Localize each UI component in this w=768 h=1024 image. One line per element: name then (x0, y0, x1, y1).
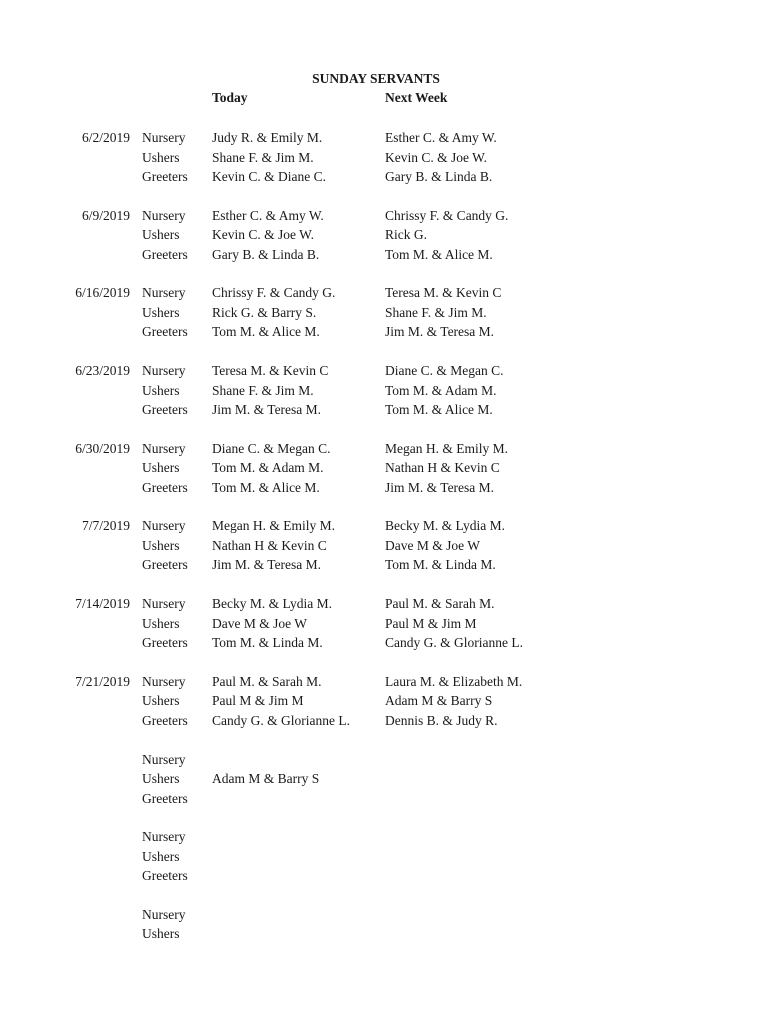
today-assignment: Gary B. & Linda B. (212, 246, 320, 262)
today-assignment: Tom M. & Alice M. (212, 479, 320, 495)
today-assignment: Shane F. & Jim M. (212, 149, 314, 165)
role-label: Nursery (142, 363, 186, 379)
role-label: Greeters (142, 402, 188, 418)
schedule-row (0, 827, 760, 847)
schedule-row (0, 555, 760, 575)
schedule-row (0, 245, 760, 265)
schedule-row (0, 516, 760, 536)
week-date: 6/9/2019 (81, 207, 130, 223)
week-date: 7/14/2019 (75, 596, 130, 612)
role-label: Ushers (142, 149, 180, 165)
week-block (0, 594, 760, 672)
role-label: Nursery (142, 285, 186, 301)
week-block (0, 206, 760, 284)
next-week-assignment: Shane F. & Jim M. (385, 304, 487, 320)
schedule-row (0, 361, 760, 381)
role-label: Greeters (142, 324, 188, 340)
role-label: Nursery (142, 751, 186, 767)
schedule-row (0, 789, 760, 809)
role-label: Nursery (142, 906, 186, 922)
column-header-next-week: Next Week (385, 90, 448, 105)
schedule-row (0, 750, 760, 770)
role-label: Nursery (142, 596, 186, 612)
role-label: Ushers (142, 926, 180, 942)
role-label: Greeters (142, 635, 188, 651)
next-week-assignment: Candy G. & Glorianne L. (385, 635, 523, 651)
today-assignment: Kevin C. & Joe W. (212, 227, 315, 243)
schedule-row (0, 594, 760, 614)
week-block (0, 516, 760, 594)
today-assignment: Megan H. & Emily M. (212, 518, 335, 534)
week-block (0, 750, 760, 828)
schedule-row (0, 283, 760, 303)
schedule-row (0, 167, 760, 187)
next-week-assignment: Dave M & Joe W (385, 537, 480, 553)
role-label: Nursery (142, 673, 186, 689)
role-label: Greeters (142, 868, 188, 884)
today-assignment: Tom M. & Alice M. (212, 324, 320, 340)
schedule-row (0, 633, 760, 653)
schedule-row (0, 400, 760, 420)
next-week-assignment: Becky M. & Lydia M. (385, 518, 505, 534)
schedule-row (0, 381, 760, 401)
today-assignment: Shane F. & Jim M. (212, 382, 314, 398)
next-week-assignment: Chrissy F. & Candy G. (385, 207, 509, 223)
schedule-row (0, 614, 760, 634)
today-assignment: Nathan H & Kevin C (212, 537, 327, 553)
role-label: Ushers (142, 693, 180, 709)
role-label: Ushers (142, 304, 180, 320)
next-week-assignment: Tom M. & Alice M. (385, 246, 493, 262)
role-label: Ushers (142, 382, 180, 398)
next-week-assignment: Rick G. (385, 227, 427, 243)
role-label: Nursery (142, 130, 186, 145)
next-week-assignment: Paul M & Jim M (385, 615, 477, 631)
week-block (0, 905, 760, 983)
week-block (0, 439, 760, 517)
today-assignment: Kevin C. & Diane C. (212, 169, 326, 184)
today-assignment: Teresa M. & Kevin C (212, 363, 329, 379)
week-block (0, 283, 760, 361)
week-block (0, 128, 760, 206)
schedule-row (0, 439, 760, 459)
next-week-assignment: Jim M. & Teresa M. (385, 479, 495, 495)
schedule-row (0, 672, 760, 692)
schedule-row (0, 536, 760, 556)
today-assignment: Jim M. & Teresa M. (212, 557, 322, 573)
schedule-row (0, 769, 760, 789)
today-assignment: Adam M & Barry S (212, 771, 320, 786)
role-label: Nursery (142, 518, 186, 534)
role-label: Greeters (142, 557, 188, 573)
schedule-table (0, 128, 760, 983)
column-header-today: Today (212, 90, 248, 105)
today-assignment: Becky M. & Lydia M. (212, 596, 332, 612)
schedule-row (0, 691, 760, 711)
schedule-row (0, 711, 760, 731)
next-week-assignment: Tom M. & Linda M. (385, 557, 496, 573)
schedule-row (0, 322, 760, 342)
role-label: Greeters (142, 169, 188, 184)
schedule-row (0, 225, 760, 245)
week-date: 7/21/2019 (75, 673, 130, 689)
week-date: 6/30/2019 (75, 440, 130, 456)
week-date: 6/23/2019 (75, 363, 130, 379)
today-assignment: Jim M. & Teresa M. (212, 402, 322, 418)
today-assignment: Diane C. & Megan C. (212, 440, 331, 456)
next-week-assignment: Esther C. & Amy W. (385, 130, 497, 145)
role-label: Nursery (142, 829, 186, 845)
today-assignment: Chrissy F. & Candy G. (212, 285, 336, 301)
role-label: Ushers (142, 460, 180, 476)
today-assignment: Judy R. & Emily M. (212, 130, 323, 145)
next-week-assignment: Megan H. & Emily M. (385, 440, 508, 456)
today-assignment: Paul M. & Sarah M. (212, 673, 322, 689)
next-week-assignment: Laura M. & Elizabeth M. (385, 673, 523, 689)
role-label: Greeters (142, 790, 188, 806)
role-label: Ushers (142, 771, 180, 786)
role-label: Ushers (142, 615, 180, 631)
week-block (0, 672, 760, 750)
page-title (0, 71, 760, 87)
next-week-assignment: Gary B. & Linda B. (385, 169, 493, 184)
role-label: Greeters (142, 479, 188, 495)
schedule-row (0, 206, 760, 226)
next-week-assignment: Diane C. & Megan C. (385, 363, 504, 379)
role-label: Greeters (142, 712, 188, 728)
next-week-assignment: Tom M. & Adam M. (385, 382, 497, 398)
next-week-assignment: Nathan H & Kevin C (385, 460, 500, 476)
role-label: Ushers (142, 537, 180, 553)
next-week-assignment: Tom M. & Alice M. (385, 402, 493, 418)
schedule-row (0, 303, 760, 323)
schedule-row (0, 128, 760, 148)
schedule-row (0, 924, 760, 944)
next-week-assignment: Teresa M. & Kevin C (385, 285, 502, 301)
title-text: SUNDAY SERVANTS (312, 71, 440, 86)
next-week-assignment: Adam M & Barry S (385, 693, 493, 709)
week-block (0, 827, 760, 905)
schedule-row (0, 478, 760, 498)
role-label: Ushers (142, 227, 180, 243)
week-date: 6/16/2019 (75, 285, 130, 301)
schedule-row (0, 148, 760, 168)
today-assignment: Paul M & Jim M (212, 693, 304, 709)
role-label: Nursery (142, 440, 186, 456)
schedule-row (0, 866, 760, 886)
today-assignment: Candy G. & Glorianne L. (212, 712, 350, 728)
today-assignment: Tom M. & Linda M. (212, 635, 323, 651)
schedule-row (0, 905, 760, 925)
today-assignment: Esther C. & Amy W. (212, 207, 324, 223)
role-label: Nursery (142, 207, 186, 223)
next-week-assignment: Jim M. & Teresa M. (385, 324, 495, 340)
schedule-row (0, 847, 760, 867)
next-week-assignment: Kevin C. & Joe W. (385, 149, 488, 165)
today-assignment: Dave M & Joe W (212, 615, 307, 631)
today-assignment: Rick G. & Barry S. (212, 304, 317, 320)
week-date: 7/7/2019 (81, 518, 130, 534)
week-block (0, 361, 760, 439)
role-label: Greeters (142, 246, 188, 262)
role-label: Ushers (142, 848, 180, 864)
schedule-row (0, 458, 760, 478)
next-week-assignment: Paul M. & Sarah M. (385, 596, 495, 612)
week-date: 6/2/2019 (81, 130, 130, 145)
next-week-assignment: Dennis B. & Judy R. (385, 712, 498, 728)
today-assignment: Tom M. & Adam M. (212, 460, 324, 476)
